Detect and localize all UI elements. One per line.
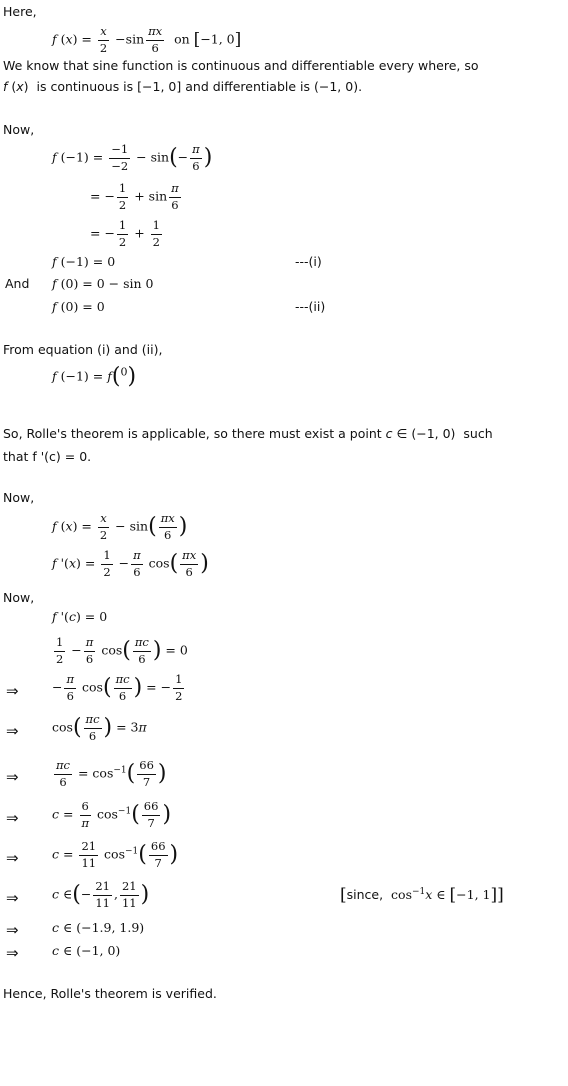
text-domain-closed: [−1, 0] [137,79,182,94]
text-conclusion: Hence, Rolle's theorem is verified. [3,986,217,1001]
equation-f-prime-c: f '(c) = 0 [52,609,108,624]
note-since-range: [since, $\cos^{-1}x$ ∈ [−1, 1]] [340,885,504,905]
equation-f-minus1-step3: = − $\frac{1}{2}$ + $\frac{1}{2}$ [90,218,160,249]
text-here: Here, [3,4,37,19]
equation-f-minus1-step2: = − $\frac{1}{2}$ + sin $\frac{\pi}{6}$ [90,181,179,212]
implies-icon: ⇒ [6,889,19,907]
equation-f-minus1-result: f (−1) = 0 [52,254,116,269]
equation-f-zero-result: f (0) = 0 [52,299,105,314]
implies-icon: ⇒ [6,944,19,962]
equation-f-prime-x: f '(x) = $\frac{1}{2}$ − $\frac{\pi}{6}$ cos( $\frac{\pi x}{6}$ ) [52,548,209,579]
tag-equation-i: ---(i) [295,254,322,269]
implies-icon: ⇒ [6,809,19,827]
tag-equation-ii: ---(ii) [295,299,326,314]
equation-step-c: cos( $\frac{\pi c}{6}$ ) = 3π [52,712,147,743]
implies-icon: ⇒ [6,682,19,700]
text-rolle-line1: So, Rolle's theorem is applicable, so there must exist a point [3,426,382,441]
equation-f-x: f (x) = $\frac{x}{2}$ − sin( $\frac{\pi x}{6}$ ) [52,511,188,542]
text-such: such [463,426,493,441]
text-continuous-is: is continuous is [36,79,134,94]
equation-f-minus1-step1: f (−1) = $\frac{-1}{-2}$ − sin(− $\frac{\pi}{6}$ ) [52,142,213,173]
implies-icon: ⇒ [6,849,19,867]
equation-step-a: $\frac{1}{2}$ − $\frac{\pi}{6}$ cos( $\frac{\pi c}{6}$ ) = 0 [56,635,188,666]
equation-step-h: c ∈ (−1.9, 1.9) [52,920,145,935]
text-since: since, [346,887,384,902]
text-rolle-line2: that f '(c) = 0. [3,449,92,464]
text-rolle-interval: (−1, 0) [411,426,456,441]
text-now-2: Now, [3,490,35,505]
equation-step-d: $\frac{\pi c}{6}$ = $\cos^{-1}$( $\frac{66}{7}$ ) [56,758,167,789]
text-continuity-line1: We know that sine function is continuous and differentiable every where, so [3,58,479,73]
implies-icon: ⇒ [6,768,19,786]
text-differentiable-is: and differentiable is [185,79,311,94]
text-continuity-line2: f (x) is continuous is [−1, 0] and differentiable is (−1, 0). [3,79,363,94]
text-from-equation: From equation (i) and (ii), [3,342,163,357]
text-rolle-applicable: So, Rolle's theorem is applicable, so there must exist a point c ∈ (−1, 0) such [3,426,493,441]
text-now-1: Now, [3,122,35,137]
equation-step-f: c = $\frac{21}{11}$ $\cos^{-1}$( $\frac{66}{7}$ ) [52,839,179,870]
text-and: And [5,276,30,291]
equation-step-i: c ∈ (−1, 0) [52,943,121,958]
implies-icon: ⇒ [6,722,19,740]
equation-f-equal: f (−1) = f(0) [52,364,137,389]
equation-step-e: c = $\frac{6}{\pi}$ $\cos^{-1}$( $\frac{66}{7}$ ) [52,799,172,830]
implies-icon: ⇒ [6,921,19,939]
text-domain-open: (−1, 0). [314,79,363,94]
equation-f-definition: f (x) = $\frac{x}{2}$ −sin $\frac{\pi x}{6}$ on [−1, 0] [52,24,242,55]
equation-step-g: c ∈(− $\frac{21}{11}$ , $\frac{21}{11}$ ) [52,879,150,910]
equation-step-b: − $\frac{\pi}{6}$ cos( $\frac{\pi c}{6}$ ) = − $\frac{1}{2}$ [52,672,183,703]
text-now-3: Now, [3,590,35,605]
equation-f-zero-step1: f (0) = 0 − sin 0 [52,276,154,291]
